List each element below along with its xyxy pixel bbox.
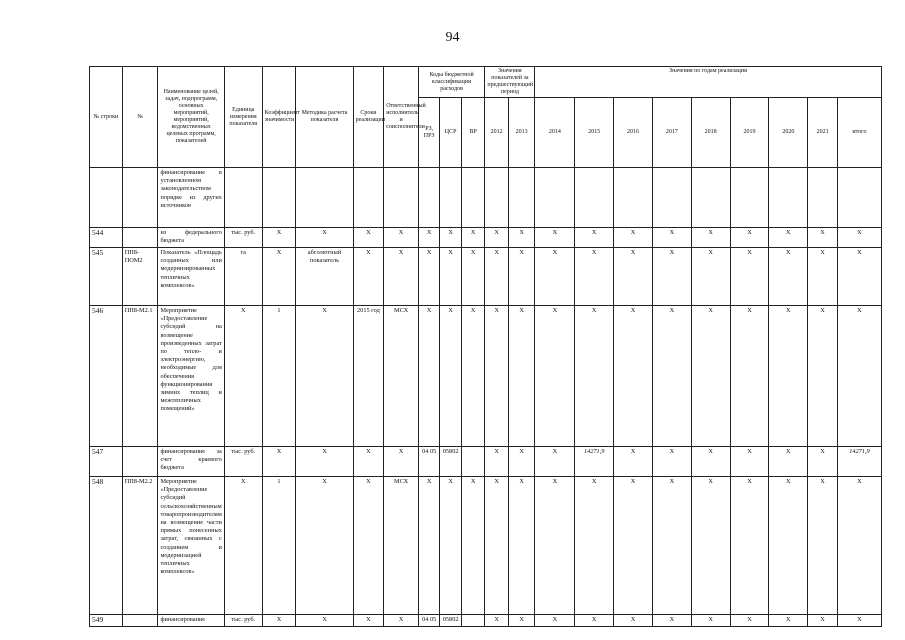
cell-no [122, 228, 158, 248]
cell-method [296, 168, 353, 228]
cell-vr: X [461, 477, 485, 615]
header-2019: 2019 [730, 98, 769, 168]
header-unit: Единица измерения показателя [224, 67, 262, 168]
cell-terms: 2015 год [353, 306, 384, 447]
cell-terms: X [353, 248, 384, 306]
cell-responsible: МСХ [384, 306, 419, 447]
cell-method: X [296, 306, 353, 447]
cell-row-no: 549 [90, 615, 123, 627]
cell-2021: X [808, 228, 838, 248]
cell-name: Мероприятие «Предоставление субсидий сельскохозяйственным товаропроизводителям на возмещение части прямых понесенных затрат, связанных с созданием и модернизацией тепличных комплексов» [158, 477, 224, 615]
cell-method: X [296, 228, 353, 248]
cell-responsible: МСХ [384, 477, 419, 615]
cell-terms: X [353, 477, 384, 615]
header-2012: 2012 [485, 98, 509, 168]
cell-total: X [837, 477, 881, 615]
header-2014: 2014 [535, 98, 575, 168]
header-2016: 2016 [614, 98, 653, 168]
cell-coef: 1 [262, 477, 296, 615]
cell-2013: X [508, 615, 535, 627]
cell-vr [461, 447, 485, 477]
cell-2021 [808, 168, 838, 228]
cell-2020: X [769, 306, 808, 447]
cell-coef [262, 168, 296, 228]
cell-total: X [837, 306, 881, 447]
cell-2013: X [508, 306, 535, 447]
cell-2012: X [485, 477, 509, 615]
header-2020: 2020 [769, 98, 808, 168]
cell-unit: X [224, 306, 262, 447]
cell-vr: X [461, 306, 485, 447]
cell-2014: X [535, 228, 575, 248]
cell-2012: X [485, 306, 509, 447]
cell-no [122, 168, 158, 228]
cell-2015: X [575, 228, 614, 248]
header-prev-values: Значения показателей за предшествующий период [485, 67, 535, 98]
cell-2013: X [508, 228, 535, 248]
cell-2012: X [485, 228, 509, 248]
cell-2018 [691, 168, 730, 228]
cell-no: ПП8-М2.1 [122, 306, 158, 447]
cell-2018: X [691, 615, 730, 627]
cell-vr: X [461, 248, 485, 306]
cell-2014: X [535, 615, 575, 627]
cell-total: X [837, 248, 881, 306]
cell-method: X [296, 447, 353, 477]
cell-2020: X [769, 477, 808, 615]
cell-name: финансирование за счет краевого бюджета [158, 447, 224, 477]
header-2021: 2021 [808, 98, 838, 168]
header-method: Методика расчета показателя [296, 67, 353, 168]
cell-2019: X [730, 477, 769, 615]
cell-csr: 05802 [440, 447, 461, 477]
cell-responsible: X [384, 248, 419, 306]
cell-terms [353, 168, 384, 228]
cell-2014: X [535, 306, 575, 447]
cell-2020 [769, 168, 808, 228]
cell-unit: тыс. руб. [224, 615, 262, 627]
cell-2017: X [652, 615, 691, 627]
cell-2019: X [730, 447, 769, 477]
cell-coef: X [262, 228, 296, 248]
cell-rz: X [418, 477, 439, 615]
cell-2014: X [535, 477, 575, 615]
cell-coef: 1 [262, 306, 296, 447]
cell-2019: X [730, 248, 769, 306]
cell-2017: X [652, 447, 691, 477]
cell-no: ПП8-М2.2 [122, 477, 158, 615]
cell-vr: X [461, 228, 485, 248]
cell-2020: X [769, 447, 808, 477]
cell-2012: X [485, 447, 509, 477]
cell-responsible: X [384, 447, 419, 477]
page-number: 94 [445, 30, 460, 45]
cell-2018: X [691, 447, 730, 477]
cell-name: финансирование [158, 615, 224, 627]
cell-row-no [90, 168, 123, 228]
table-row [90, 477, 882, 615]
cell-csr: X [440, 248, 461, 306]
cell-2019: X [730, 615, 769, 627]
cell-2015: X [575, 615, 614, 627]
cell-unit [224, 168, 262, 228]
cell-csr: X [440, 306, 461, 447]
header-coef: Коэффициент значимости [262, 67, 296, 168]
cell-csr: X [440, 477, 461, 615]
header-total: итого [837, 98, 881, 168]
cell-2012: X [485, 615, 509, 627]
cell-total: X [837, 615, 881, 627]
header-responsible: Ответственный исполнитель и соисполнители [384, 67, 419, 168]
cell-2019: X [730, 306, 769, 447]
cell-2013: X [508, 248, 535, 306]
cell-2015 [575, 168, 614, 228]
cell-rz: X [418, 248, 439, 306]
cell-coef: X [262, 615, 296, 627]
cell-unit: тыс. руб. [224, 447, 262, 477]
header-budget-codes: Коды бюджетной классификации расходов [418, 67, 484, 98]
cell-rz: X [418, 228, 439, 248]
cell-2021: X [808, 248, 838, 306]
cell-rz: 04 05 [418, 615, 439, 627]
cell-2021: X [808, 477, 838, 615]
cell-method: X [296, 615, 353, 627]
cell-2016: X [614, 447, 653, 477]
cell-2014: X [535, 248, 575, 306]
cell-no [122, 615, 158, 627]
cell-terms: X [353, 228, 384, 248]
cell-row-no: 546 [90, 306, 123, 447]
cell-terms: X [353, 447, 384, 477]
cell-method: X [296, 477, 353, 615]
cell-unit: X [224, 477, 262, 615]
indicator-table [89, 66, 882, 627]
cell-coef: X [262, 248, 296, 306]
cell-row-no: 548 [90, 477, 123, 615]
header-no: № [122, 67, 158, 168]
cell-name: из федерального бюджета [158, 228, 224, 248]
cell-rz: 04 05 [418, 447, 439, 477]
cell-2013: X [508, 447, 535, 477]
cell-2019: X [730, 228, 769, 248]
cell-2018: X [691, 306, 730, 447]
cell-unit: га [224, 248, 262, 306]
cell-2014: X [535, 447, 575, 477]
cell-2017: X [652, 306, 691, 447]
cell-responsible [384, 168, 419, 228]
cell-2018: X [691, 228, 730, 248]
table-row [90, 447, 882, 477]
cell-2017: X [652, 228, 691, 248]
header-years-values: Значения по годам реализации [535, 67, 882, 98]
cell-2018: X [691, 477, 730, 615]
header-csr: ЦСР [440, 98, 461, 168]
cell-2012 [485, 168, 509, 228]
cell-rz: X [418, 306, 439, 447]
cell-2016: X [614, 228, 653, 248]
header-2015: 2015 [575, 98, 614, 168]
cell-2016: X [614, 477, 653, 615]
cell-csr: 05802 [440, 615, 461, 627]
cell-terms: X [353, 615, 384, 627]
cell-vr [461, 168, 485, 228]
cell-unit: тыс. руб. [224, 228, 262, 248]
header-2018: 2018 [691, 98, 730, 168]
cell-no [122, 447, 158, 477]
cell-rz [418, 168, 439, 228]
cell-csr: X [440, 228, 461, 248]
table-row [90, 306, 882, 447]
header-name: Наименование целей, задач, подпрограмм, основных мероприятий, мероприятий, ведомственных целевых программ, показателей [158, 67, 224, 168]
cell-method: абсолютный показатель [296, 248, 353, 306]
header-rz: РЗ, ПРЗ [418, 98, 439, 168]
cell-2020: X [769, 615, 808, 627]
cell-2017: X [652, 248, 691, 306]
cell-2015: X [575, 477, 614, 615]
cell-2012: X [485, 248, 509, 306]
cell-no: ПП8-ПОМ2 [122, 248, 158, 306]
cell-name: Показатель «Площадь созданных или модернизированных тепличных комплексов» [158, 248, 224, 306]
cell-coef: X [262, 447, 296, 477]
cell-2021: X [808, 615, 838, 627]
cell-2016: X [614, 306, 653, 447]
cell-responsible: X [384, 228, 419, 248]
cell-2013 [508, 168, 535, 228]
header-vr: ВР [461, 98, 485, 168]
header-row-no: № строки [90, 67, 123, 168]
cell-total [837, 168, 881, 228]
cell-vr [461, 615, 485, 627]
cell-2020: X [769, 228, 808, 248]
cell-2014 [535, 168, 575, 228]
cell-2016: X [614, 615, 653, 627]
table-row [90, 228, 882, 248]
cell-csr [440, 168, 461, 228]
cell-responsible: X [384, 615, 419, 627]
cell-2015: X [575, 248, 614, 306]
cell-total: 14271,9 [837, 447, 881, 477]
cell-2021: X [808, 306, 838, 447]
table-row [90, 248, 882, 306]
cell-2015: X [575, 306, 614, 447]
header-2017: 2017 [652, 98, 691, 168]
cell-2017 [652, 168, 691, 228]
cell-2016 [614, 168, 653, 228]
cell-total: X [837, 228, 881, 248]
header-2013: 2013 [508, 98, 535, 168]
cell-2017: X [652, 477, 691, 615]
cell-2019 [730, 168, 769, 228]
cell-2020: X [769, 248, 808, 306]
cell-2015: 14271,9 [575, 447, 614, 477]
cell-2013: X [508, 477, 535, 615]
cell-name: финансирование в установленном законодательством порядке из других источников [158, 168, 224, 228]
cell-row-no: 547 [90, 447, 123, 477]
cell-row-no: 544 [90, 228, 123, 248]
cell-2016: X [614, 248, 653, 306]
cell-2018: X [691, 248, 730, 306]
cell-2021: X [808, 447, 838, 477]
table-row [90, 615, 882, 627]
cell-row-no: 545 [90, 248, 123, 306]
header-terms: Сроки реализации [353, 67, 384, 168]
cell-name: Мероприятие «Предоставление субсидий на возмещение произведенных затрат по тепло- и электроэнергию, необходимые для обеспечения функционирования зимних теплиц и межтепличных помещений» [158, 306, 224, 447]
table-row [90, 168, 882, 228]
